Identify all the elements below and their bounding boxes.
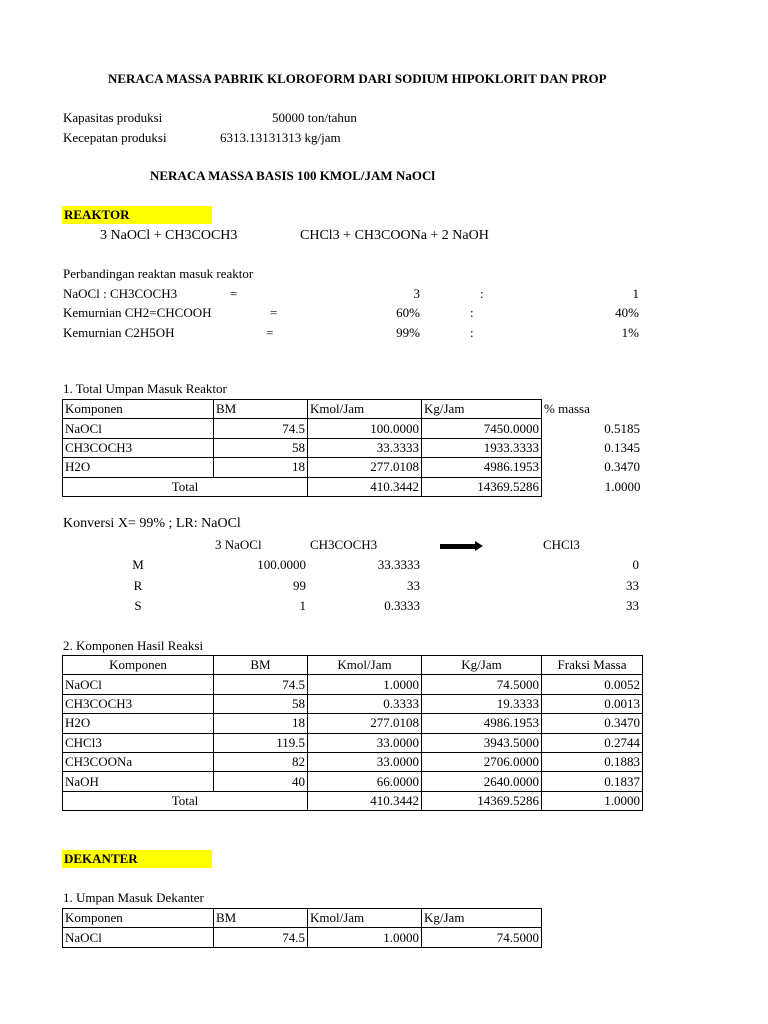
konversi-cell: 99	[293, 578, 306, 593]
column-header: Kmol/Jam	[308, 400, 422, 419]
konversi-header: CH3COCH3	[310, 537, 378, 552]
dekanter-section-label: DEKANTER	[62, 850, 212, 868]
total-label: Total	[63, 791, 308, 810]
konversi-cell: 33	[626, 578, 639, 593]
ratio-right: 40%	[615, 305, 639, 320]
table-cell: 4986.1953	[422, 714, 542, 733]
konversi-header: 3 NaOCl	[215, 537, 262, 552]
table-cell: 18	[214, 714, 308, 733]
table-row	[63, 694, 643, 713]
ratio-colon: :	[480, 286, 484, 301]
konversi-header: CHCl3	[543, 537, 580, 552]
kapasitas-value: 50000 ton/tahun	[272, 110, 357, 125]
table2-caption: 2. Komponen Hasil Reaksi	[63, 638, 204, 653]
table-cell: 33.0000	[308, 752, 422, 771]
ratio-right: 1%	[621, 325, 639, 340]
column-header: Kg/Jam	[422, 909, 542, 928]
table-cell: 1.0000	[604, 478, 641, 494]
table-row	[63, 419, 643, 438]
table-row	[63, 772, 643, 791]
column-header: Komponen	[63, 400, 214, 419]
table-cell: 74.5	[214, 675, 308, 694]
column-header: BM	[214, 400, 308, 419]
table-cell: 0.1883	[542, 752, 643, 771]
basis-title: NERACA MASSA BASIS 100 KMOL/JAM NaOCl	[150, 168, 435, 183]
reaktor-section-label: REAKTOR	[62, 206, 212, 224]
table-cell: 0.2744	[542, 733, 643, 752]
table-cell: 1933.3333	[422, 438, 542, 457]
column-header: Komponen	[63, 656, 214, 675]
table-cell: 14369.5286	[422, 477, 542, 496]
konversi-row-label: R	[133, 578, 143, 593]
ratio-eq: =	[230, 286, 238, 301]
dekanter-table-caption: 1. Umpan Masuk Dekanter	[63, 890, 204, 905]
ratio-label: Kemurnian CH2=CHCOOH	[63, 305, 212, 320]
ratio-eq: =	[266, 325, 274, 340]
table-cell: 74.5000	[422, 928, 542, 947]
ratio-left: 3	[413, 286, 420, 301]
table-cell: 58	[214, 438, 308, 457]
reaction-arrow-icon	[475, 541, 483, 551]
table-cell: 0.3470	[604, 459, 640, 475]
reaction-right: CHCl3 + CH3COONa + 2 NaOH	[300, 228, 489, 243]
table-cell: 58	[214, 694, 308, 713]
table-cell: CH3COONa	[63, 752, 214, 771]
table-cell: 1.0000	[308, 675, 422, 694]
table-header-row	[63, 909, 542, 928]
table-cell: 4986.1953	[422, 458, 542, 477]
table-cell: 2640.0000	[422, 772, 542, 791]
table-cell: 1.0000	[542, 791, 643, 810]
table-cell: 74.5	[214, 419, 308, 438]
umpan-reaktor-table	[62, 399, 643, 497]
column-header: Kg/Jam	[422, 400, 542, 419]
table-row	[63, 714, 643, 733]
column-header: Komponen	[63, 909, 214, 928]
table-row	[63, 438, 643, 457]
table-cell: 0.5185	[604, 420, 640, 436]
konversi-cell: 33	[626, 598, 639, 613]
konversi-cell: 0	[632, 557, 639, 572]
table-cell: 119.5	[214, 733, 308, 752]
table-cell: 0.0013	[542, 694, 643, 713]
konversi-row-label: M	[132, 557, 144, 572]
table-header-row	[63, 400, 643, 419]
konversi-cell: 100.0000	[257, 557, 306, 572]
table-cell: 277.0108	[308, 714, 422, 733]
column-header: % massa	[544, 401, 590, 417]
ratio-left: 99%	[396, 325, 420, 340]
table-cell: 33.3333	[308, 438, 422, 457]
kecepatan-label: Kecepatan produksi	[63, 130, 167, 145]
table-row	[63, 675, 643, 694]
table-cell: 0.1837	[542, 772, 643, 791]
table-row	[63, 752, 643, 771]
column-header: Kmol/Jam	[308, 656, 422, 675]
table-cell: NaOCl	[63, 928, 214, 947]
table-cell: 1.0000	[308, 928, 422, 947]
ratio-colon: :	[470, 305, 474, 320]
hasil-reaksi-table	[62, 655, 643, 811]
table-cell: CH3COCH3	[63, 694, 214, 713]
table1-caption: 1. Total Umpan Masuk Reaktor	[63, 381, 227, 396]
konversi-label: Konversi X= 99% ; LR: NaOCl	[63, 516, 241, 531]
table-cell: 277.0108	[308, 458, 422, 477]
table-total-row	[63, 791, 643, 810]
column-header: Kg/Jam	[422, 656, 542, 675]
table-cell: H2O	[63, 458, 214, 477]
table-row	[63, 928, 542, 947]
umpan-dekanter-table	[62, 908, 542, 948]
table-row	[63, 458, 643, 477]
table-cell: 410.3442	[308, 791, 422, 810]
table-cell: NaOCl	[63, 675, 214, 694]
table-cell: 66.0000	[308, 772, 422, 791]
kecepatan-value: 6313.13131313 kg/jam	[220, 130, 341, 145]
table-cell: 14369.5286	[422, 791, 542, 810]
table-cell: CH3COCH3	[63, 438, 214, 457]
ratio-label: NaOCl : CH3COCH3	[63, 286, 178, 301]
table-cell: 2706.0000	[422, 752, 542, 771]
table-cell: NaOCl	[63, 419, 214, 438]
table-row	[63, 733, 643, 752]
table-cell: 33.0000	[308, 733, 422, 752]
konversi-row-label: S	[134, 598, 142, 613]
table-cell: 3943.5000	[422, 733, 542, 752]
table-cell: H2O	[63, 714, 214, 733]
konversi-cell: 33.3333	[377, 557, 420, 572]
column-header: Kmol/Jam	[308, 909, 422, 928]
konversi-cell: 1	[299, 598, 306, 613]
ratio-colon: :	[470, 325, 474, 340]
page-title: NERACA MASSA PABRIK KLOROFORM DARI SODIUM HIPOKLORIT DAN PROP	[108, 71, 607, 86]
ratio-eq: =	[270, 305, 278, 320]
ratio-right: 1	[632, 286, 639, 301]
table-cell: 7450.0000	[422, 419, 542, 438]
total-label: Total	[63, 477, 308, 496]
table-cell: 74.5000	[422, 675, 542, 694]
column-header: Fraksi Massa	[542, 656, 643, 675]
column-header: BM	[214, 909, 308, 928]
konversi-cell: 0.3333	[384, 598, 420, 613]
konversi-cell: 33	[407, 578, 420, 593]
table-cell: 0.1345	[604, 439, 640, 455]
table-cell: 0.3470	[542, 714, 643, 733]
table-cell: NaOH	[63, 772, 214, 791]
column-header: BM	[214, 656, 308, 675]
table-header-row	[63, 656, 643, 675]
table-cell: 18	[214, 458, 308, 477]
table-cell: 74.5	[214, 928, 308, 947]
table-cell: 410.3442	[308, 477, 422, 496]
reaction-arrow-shaft	[440, 544, 476, 549]
table-cell: 0.0052	[542, 675, 643, 694]
table-cell: 0.3333	[308, 694, 422, 713]
table-cell: CHCl3	[63, 733, 214, 752]
ratio-heading: Perbandingan reaktan masuk reaktor	[63, 266, 254, 281]
table-cell: 19.3333	[422, 694, 542, 713]
table-cell: 100.0000	[308, 419, 422, 438]
ratio-left: 60%	[396, 305, 420, 320]
ratio-label: Kemurnian C2H5OH	[63, 325, 175, 340]
table-cell: 40	[214, 772, 308, 791]
kapasitas-label: Kapasitas produksi	[63, 110, 163, 125]
table-cell: 82	[214, 752, 308, 771]
table-total-row	[63, 477, 643, 496]
reaction-left: 3 NaOCl + CH3COCH3	[100, 228, 238, 243]
